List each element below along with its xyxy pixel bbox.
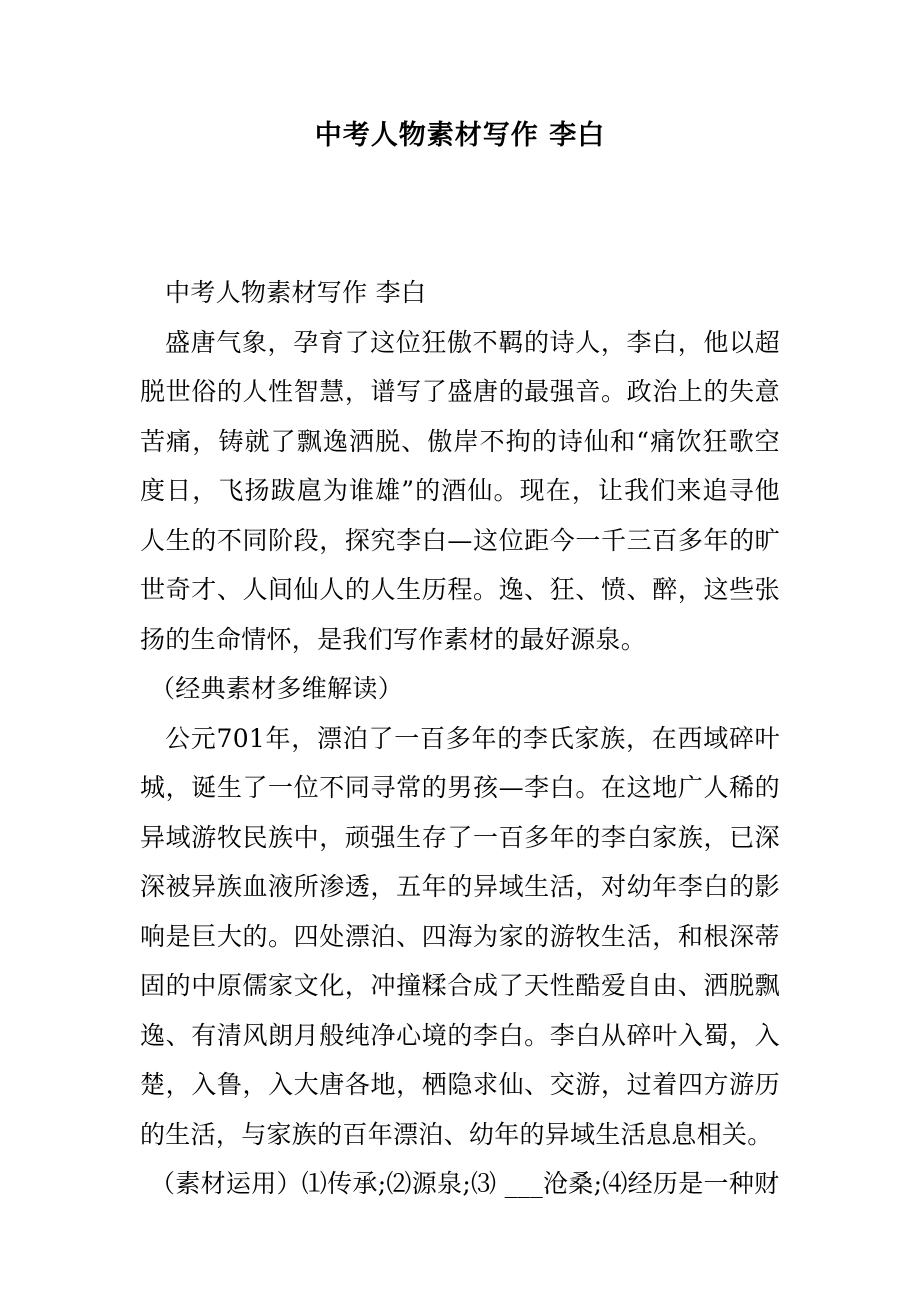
birth-paragraph: 公元701年，漂泊了一百多年的李氏家族，在西域碎叶城，诞生了一位不同寻常的男孩—李白。在这地广人稀的异域游牧民族中，顽强生存了一百多年的李白家族，已深深被异族血液所渗透，五年的异域生活，对幼年李白的影响是巨大的。四处漂泊、四海为家的游牧生活，和根深蒂固的中原儒家文化，冲撞糅合成了天性酷爱自由、洒脱飘逸、有清风朗月般纯净心境的李白。李白从碎叶入蜀，入楚，入鲁，入大唐各地，栖隐求仙、交游，过着四方游历的生活，与家族的百年漂泊、幼年的异域生活息息相关。 bbox=[140, 723, 780, 1149]
section-label-classic-material: （经典素材多维解读） bbox=[150, 674, 404, 703]
document-body bbox=[140, 268, 780, 1209]
intro-paragraph: 盛唐气象，孕育了这位狂傲不羁的诗人，李白，他以超脱世俗的人性智慧，谱写了盛唐的最强音。政治上的失意苦痛，铸就了飘逸洒脱、傲岸不拘的诗仙和“痛饮狂歌空度日，飞扬跋扈为谁雄”的酒仙。现在，让我们来追寻他人生的不同阶段，探究李白—这位距今一千三百多年的旷世奇才、人间仙人的人生历程。逸、狂、愤、醉，这些张扬的生命情怀，是我们写作素材的最好源泉。 bbox=[140, 327, 780, 654]
body-heading: 中考人物素材写作 李白 bbox=[165, 278, 427, 307]
document-title: 中考人物素材写作 李白 bbox=[314, 120, 606, 151]
material-usage-line: （素材运用）⑴传承;⑵源泉;⑶ ___沧桑;⑷经历是一种财 bbox=[150, 1169, 780, 1198]
